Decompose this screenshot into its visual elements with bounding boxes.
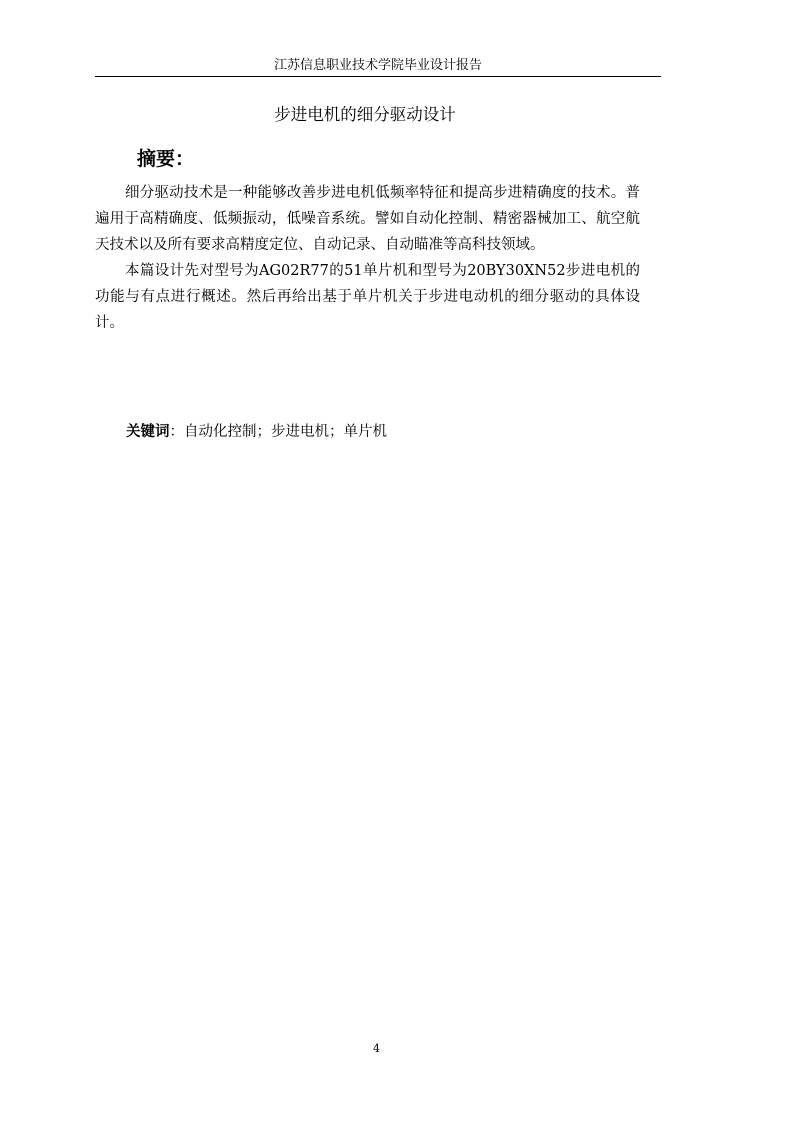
page-header: 江苏信息职业技术学院毕业设计报告 (95, 56, 661, 77)
abstract-heading: 摘要： (137, 148, 195, 170)
document-title: 步进电机的细分驱动设计 (274, 105, 456, 124)
keywords-line (126, 421, 387, 443)
abstract-paragraph: 细分驱动技术是一种能够改善步进电机低频率特征和提高步进精确度的技术。普遍用于高精确度、低频振动，低噪音系统。譬如自动化控制、精密器械加工、航空航天技术以及所有要求高精度定位、自动记录、自动瞄准等高科技领域。 (95, 185, 640, 253)
abstract-body (95, 180, 640, 336)
keywords-colon: ： (169, 424, 184, 440)
keywords-label: 关键词 (126, 423, 170, 440)
page-number: 4 (373, 1042, 380, 1055)
abstract-paragraph: 本篇设计先对型号为AG02R77的51单片机和型号为20BY30XN52步进电机的功能与有点进行概述。然后再给出基于单片机关于步进电动机的细分驱动的具体设计。 (95, 263, 640, 331)
keywords-text: 自动化控制；步进电机；单片机 (184, 424, 387, 440)
